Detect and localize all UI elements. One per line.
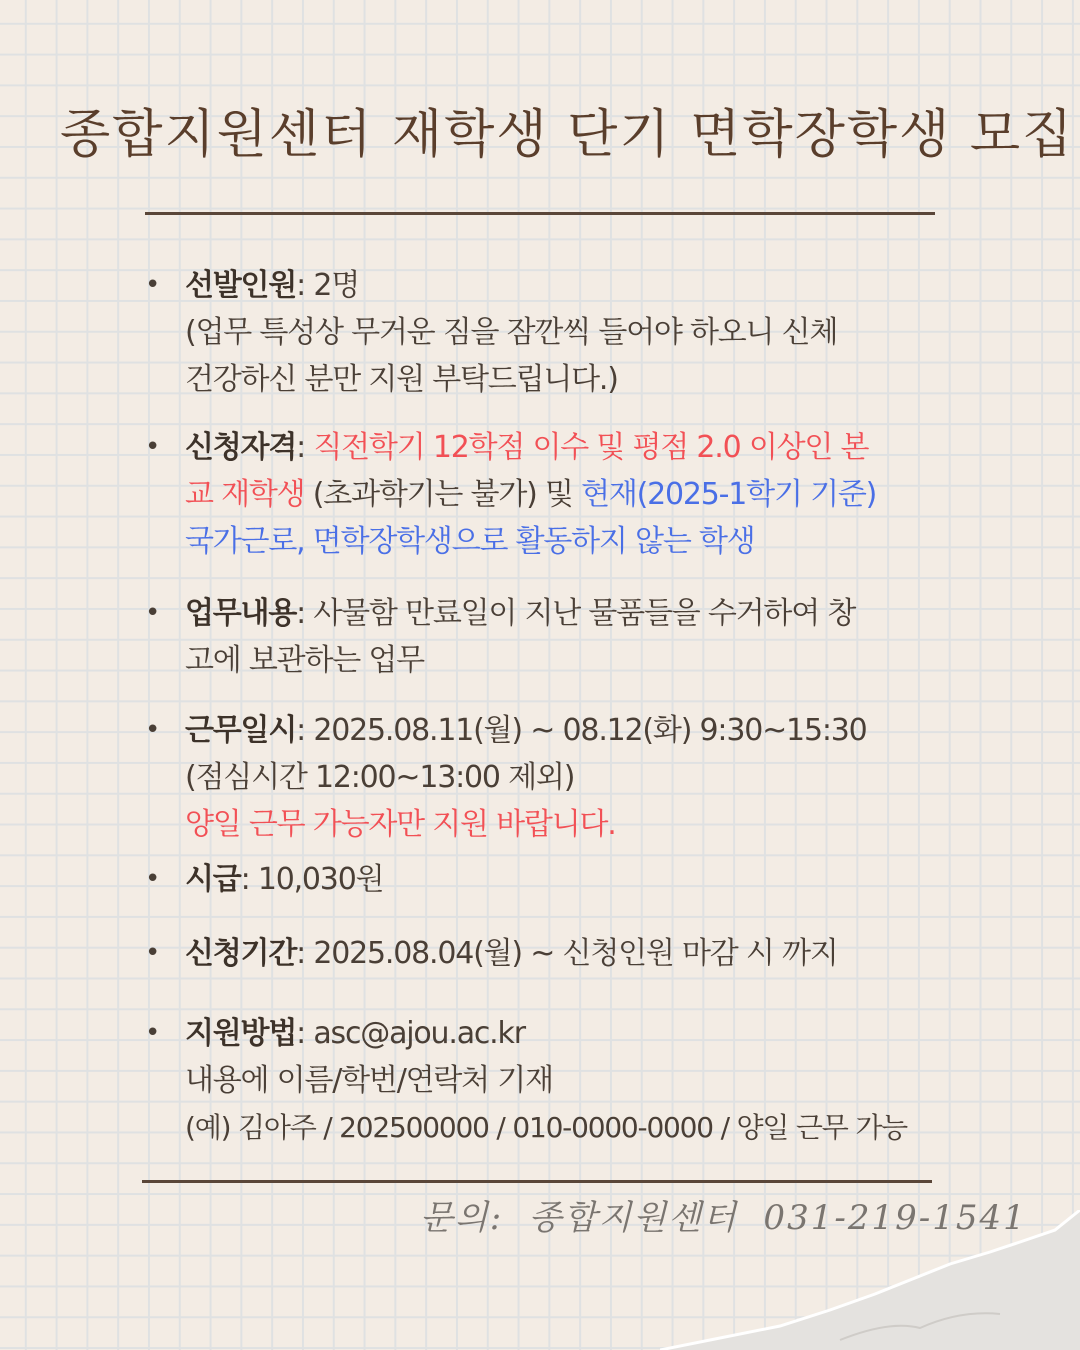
period-separator: :: [296, 936, 314, 971]
bullet-icon: •: [145, 864, 160, 894]
method-label: 지원방법: [185, 1016, 297, 1051]
bullet-icon: •: [145, 270, 160, 300]
selection-value: 2명: [313, 268, 360, 303]
method-separator: :: [296, 1016, 314, 1051]
bullet-icon: •: [145, 715, 160, 745]
eligibility-restriction: 국가근로, 면학장학생으로 활동하지 않는 학생: [185, 524, 755, 559]
eligibility-requirement-line1: 직전학기 12학점 이수 및 평점 2.0 이상인 본: [313, 430, 869, 465]
bullet-icon: •: [145, 1018, 160, 1048]
bullet-icon: •: [145, 432, 160, 462]
page-title: 종합지원센터 재학생 단기 면학장학생 모집: [60, 105, 1075, 165]
torn-paper-corner: [660, 1210, 1080, 1350]
duties-line2: 고에 보관하는 업무: [185, 643, 424, 678]
eligibility-label: 신청자격: [185, 430, 297, 465]
duties-separator: :: [296, 596, 314, 631]
period-value: 2025.08.04(월) ~ 신청인원 마감 시 까지: [313, 936, 838, 971]
duties-label: 업무내용: [185, 596, 297, 631]
wage-value: 10,030원: [257, 862, 384, 897]
method-email: asc@ajou.ac.kr: [313, 1016, 525, 1051]
footer-divider: [142, 1180, 932, 1183]
selection-note-line1: (업무 특성상 무거운 짐을 잠깐씩 들어야 하오니 신체: [185, 315, 838, 350]
wage-label: 시급: [185, 862, 241, 897]
eligibility-exception: (초과학기는 불가) 및: [304, 477, 582, 512]
contact-info: 문의: 종합지원센터 031-219-1541: [420, 1198, 1027, 1238]
wage-separator: :: [240, 862, 258, 897]
eligibility-current-term: 현재(2025-1학기 기준): [581, 477, 877, 512]
schedule-warning: 양일 근무 가능자만 지원 바랍니다.: [185, 807, 616, 842]
eligibility-separator: :: [296, 430, 314, 465]
schedule-lunch-note: (점심시간 12:00~13:00 제외): [185, 760, 575, 795]
method-line2: 내용에 이름/학번/연락처 기재: [185, 1063, 553, 1098]
bullet-icon: •: [145, 938, 160, 968]
bullet-icon: •: [145, 598, 160, 628]
selection-separator: :: [296, 268, 314, 303]
schedule-value: 2025.08.11(월) ~ 08.12(화) 9:30~15:30: [313, 713, 867, 748]
selection-label: 선발인원: [185, 268, 297, 303]
title-divider: [145, 212, 935, 215]
method-example: (예) 김아주 / 202500000 / 010-0000-0000 / 양일 근무 가능: [185, 1111, 908, 1144]
eligibility-requirement-line2: 교 재학생: [185, 477, 305, 512]
period-label: 신청기간: [185, 936, 297, 971]
selection-note-line2: 건강하신 분만 지원 부탁드립니다.): [185, 362, 618, 397]
schedule-separator: :: [296, 713, 314, 748]
schedule-label: 근무일시: [185, 713, 297, 748]
duties-line1: 사물함 만료일이 지난 물품들을 수거하여 창: [313, 596, 856, 631]
